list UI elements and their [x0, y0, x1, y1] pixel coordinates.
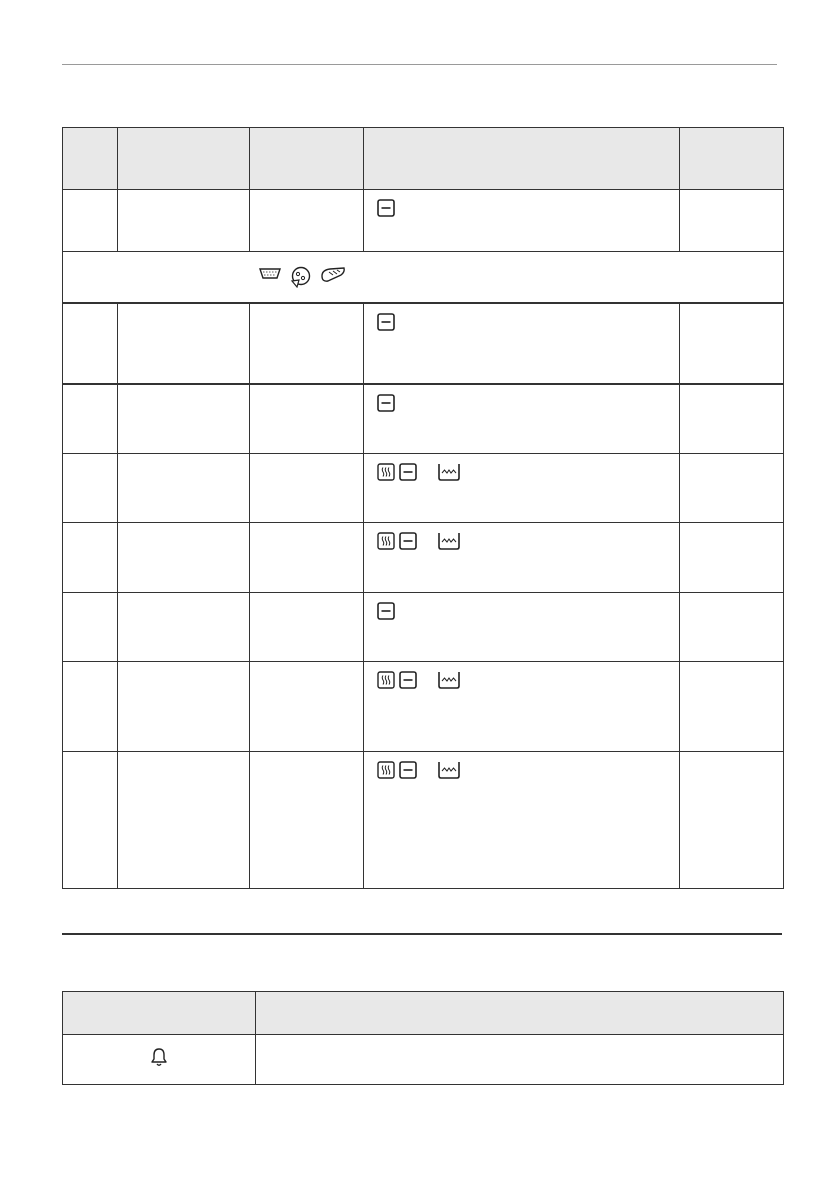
cell-number — [63, 593, 118, 662]
cell-function-symbols — [364, 523, 680, 593]
baking-tin-icon — [259, 266, 281, 280]
header-cell-time — [680, 128, 784, 190]
cell-function-symbols — [364, 752, 680, 889]
water-tank-icon — [437, 463, 461, 481]
cell-temperature — [250, 593, 364, 662]
table-header-row — [63, 128, 784, 190]
cell-temperature — [250, 454, 364, 523]
steam-heating-icon — [377, 532, 395, 550]
cell-time — [680, 190, 784, 252]
steam-heating-icon — [377, 761, 395, 779]
cell-food — [118, 384, 250, 454]
cell-food — [118, 752, 250, 889]
cell-food — [118, 662, 250, 752]
conventional-heating-icon — [399, 671, 417, 689]
conventional-heating-icon — [377, 199, 395, 217]
cell-temperature — [250, 303, 364, 384]
cell-symbol — [63, 1035, 256, 1085]
header-cell-description — [256, 992, 784, 1035]
table-section-row — [63, 252, 784, 303]
cell-time — [680, 454, 784, 523]
header-cell-number — [63, 128, 118, 190]
section-cell — [63, 252, 784, 303]
table-row — [63, 384, 784, 454]
cell-food — [118, 523, 250, 593]
cell-function-symbols — [364, 454, 680, 523]
conventional-heating-icon — [399, 532, 417, 550]
table-row — [63, 662, 784, 752]
conventional-heating-icon — [399, 761, 417, 779]
cell-temperature — [250, 384, 364, 454]
cell-temperature — [250, 662, 364, 752]
bread-loaf-icon — [320, 266, 346, 284]
table-row — [63, 303, 784, 384]
cell-time — [680, 303, 784, 384]
cell-temperature — [250, 523, 364, 593]
cell-time — [680, 593, 784, 662]
cell-number — [63, 190, 118, 252]
cell-function-symbols — [364, 593, 680, 662]
cell-time — [680, 662, 784, 752]
bell-icon — [150, 1047, 168, 1067]
header-rule — [62, 64, 777, 65]
cell-time — [680, 523, 784, 593]
table-row — [63, 593, 784, 662]
cell-number — [63, 662, 118, 752]
water-tank-icon — [437, 671, 461, 689]
steam-heating-icon — [377, 463, 395, 481]
cell-time — [680, 384, 784, 454]
conventional-heating-icon — [377, 602, 395, 620]
cell-food — [118, 303, 250, 384]
cell-description — [256, 1035, 784, 1085]
table-row — [63, 190, 784, 252]
cell-number — [63, 752, 118, 889]
cell-time — [680, 752, 784, 889]
table-row — [63, 523, 784, 593]
header-cell-symbol — [63, 992, 256, 1035]
cell-number — [63, 523, 118, 593]
cell-temperature — [250, 190, 364, 252]
header-cell-food — [118, 128, 250, 190]
cell-number — [63, 384, 118, 454]
cell-number — [63, 303, 118, 384]
symbol-table — [62, 991, 784, 1085]
table-header-row — [63, 992, 784, 1035]
steam-heating-icon — [377, 671, 395, 689]
header-cell-temperature — [250, 128, 364, 190]
table-row — [63, 752, 784, 889]
pizza-icon — [289, 266, 311, 288]
section-rule — [62, 933, 782, 935]
conventional-heating-icon — [377, 313, 395, 331]
cell-temperature — [250, 752, 364, 889]
cell-function-symbols — [364, 190, 680, 252]
conventional-heating-icon — [377, 394, 395, 412]
cell-food — [118, 454, 250, 523]
cell-function-symbols — [364, 662, 680, 752]
steam-cooking-table — [62, 127, 784, 889]
table-row — [63, 454, 784, 523]
cell-function-symbols — [364, 303, 680, 384]
header-cell-function — [364, 128, 680, 190]
conventional-heating-icon — [399, 463, 417, 481]
water-tank-icon — [437, 532, 461, 550]
cell-function-symbols — [364, 384, 680, 454]
water-tank-icon — [437, 761, 461, 779]
cell-food — [118, 190, 250, 252]
cell-number — [63, 454, 118, 523]
cell-food — [118, 593, 250, 662]
table-row — [63, 1035, 784, 1085]
